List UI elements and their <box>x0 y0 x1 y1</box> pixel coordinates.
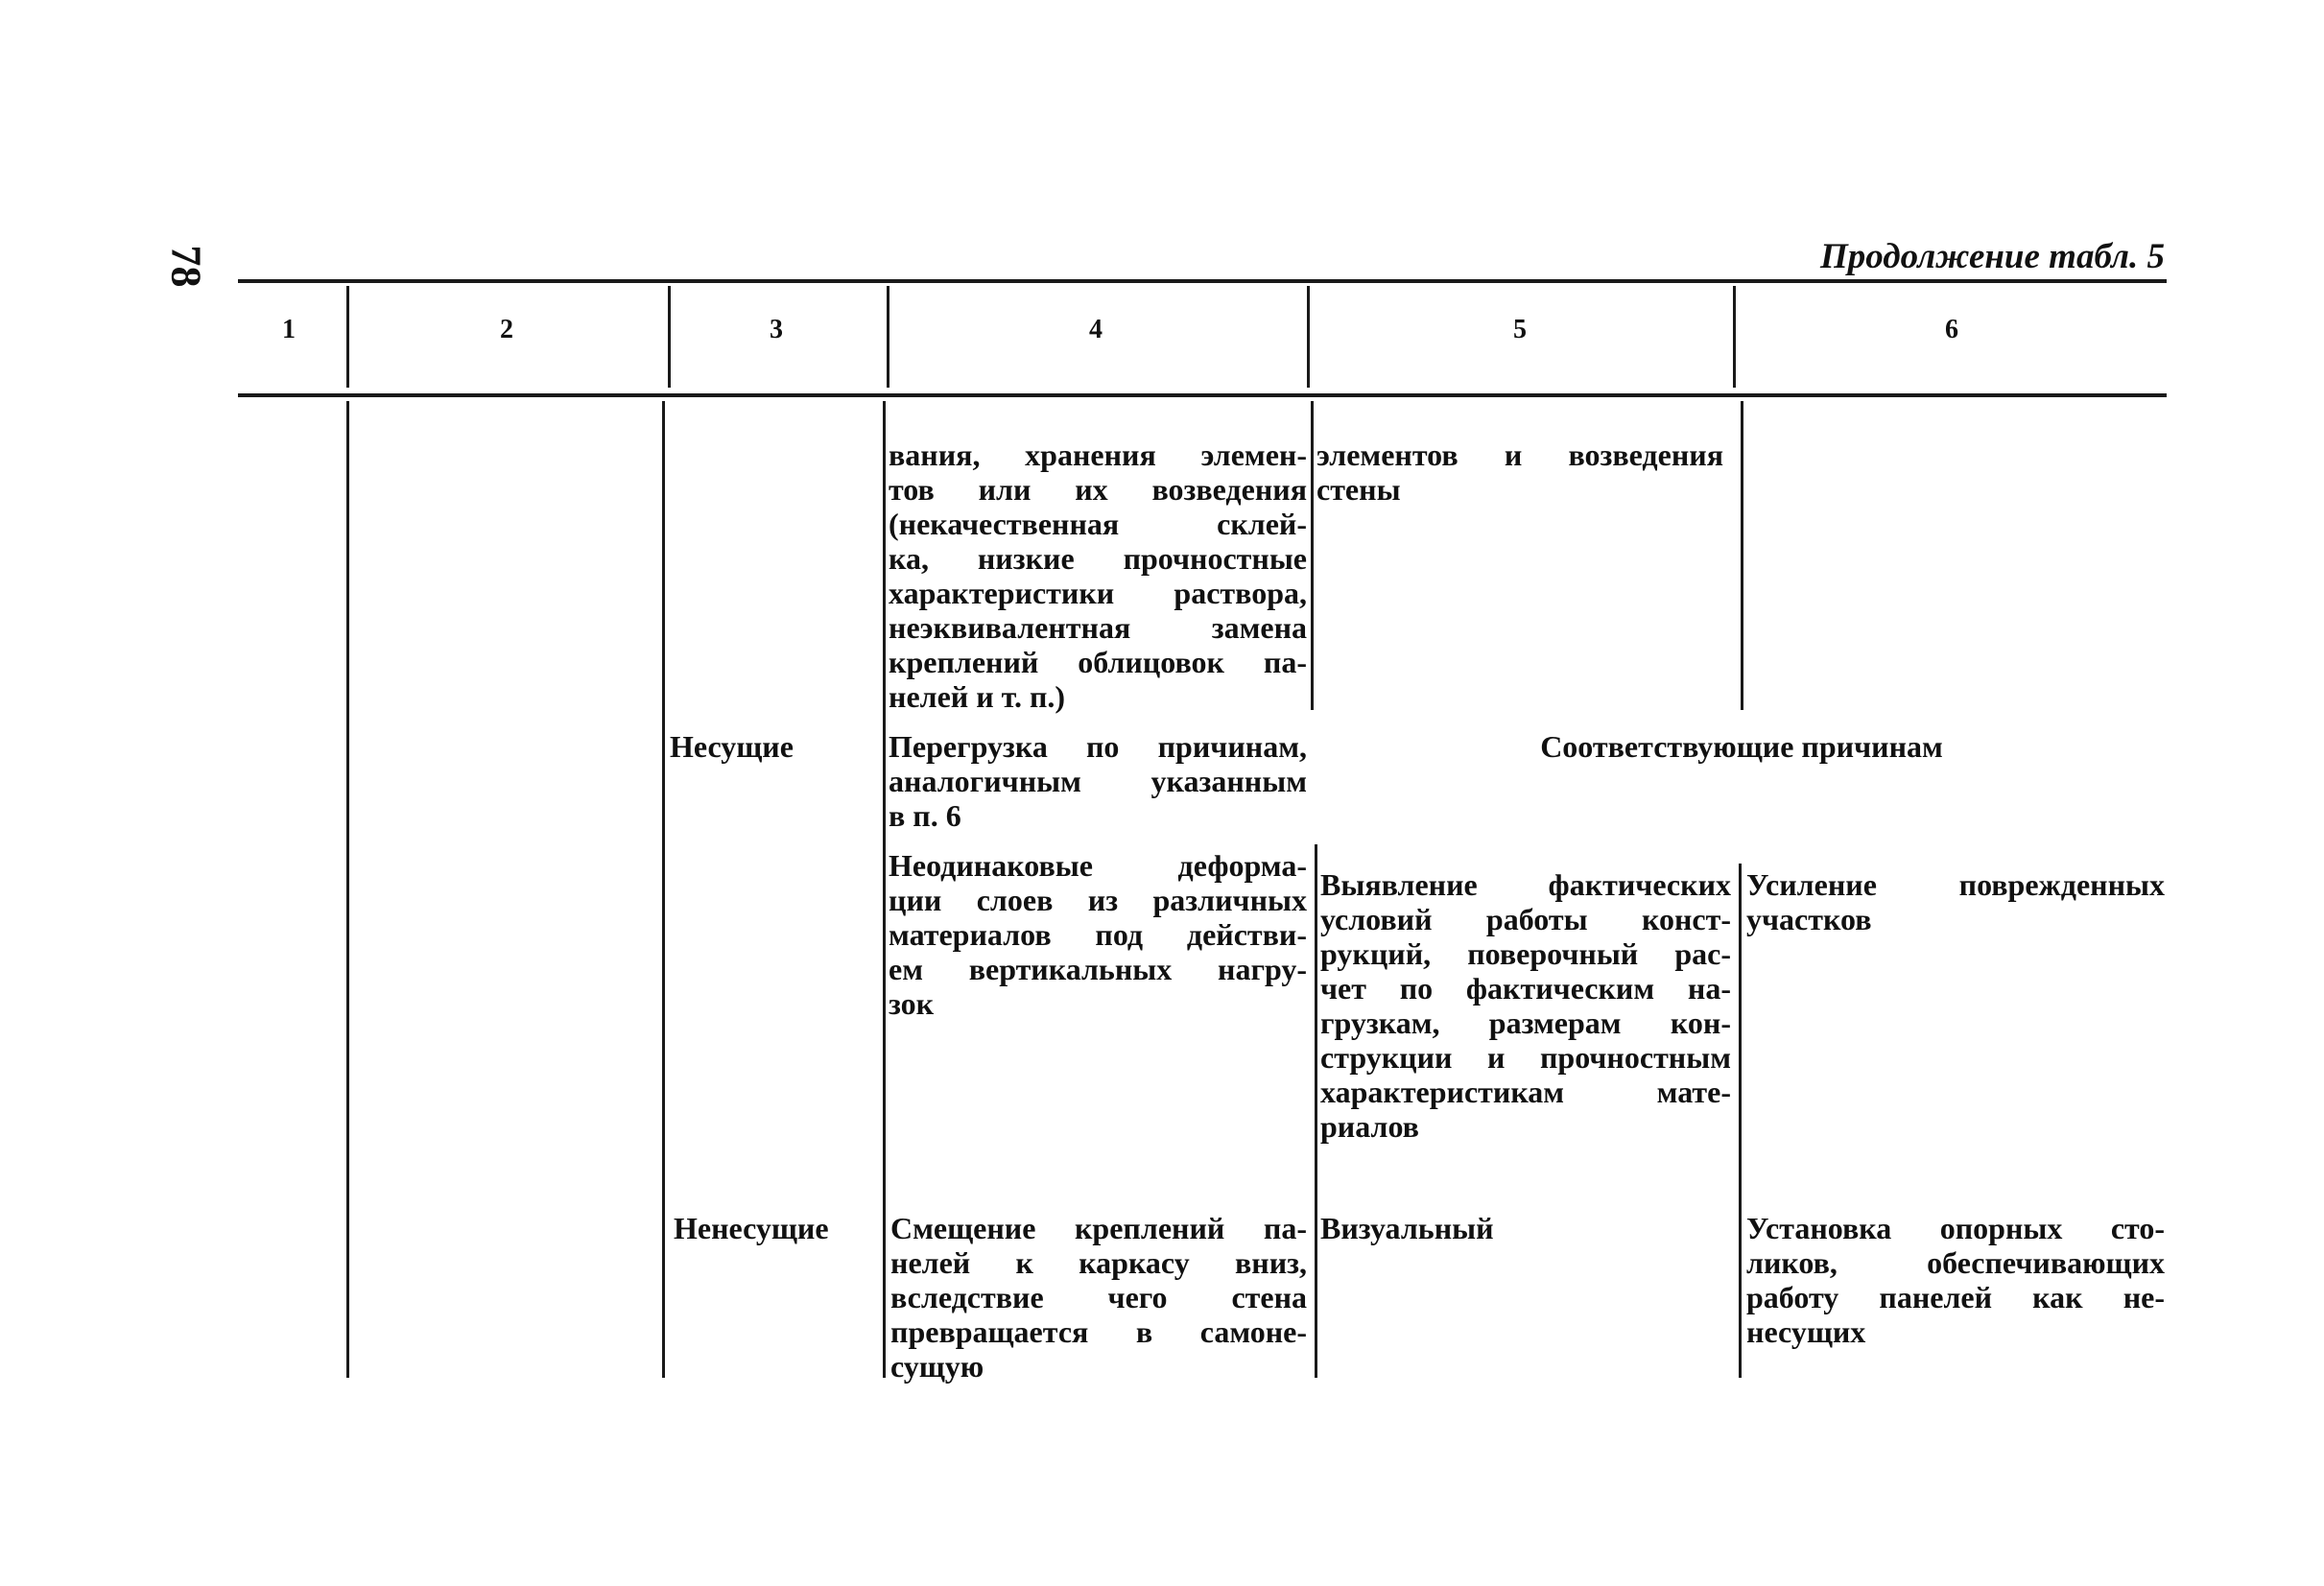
row1-col5 <box>1316 438 1723 507</box>
line: вследствие чего стена <box>890 1280 1307 1314</box>
line: аналогичным указанным <box>889 764 1307 798</box>
line: чет по фактическим на- <box>1320 971 1731 1006</box>
row4-col4 <box>890 1211 1307 1384</box>
line: ликов, обеспечивающих <box>1746 1245 2165 1280</box>
column-number-6: 6 <box>1945 315 1958 344</box>
line: струкции и прочностным <box>1320 1040 1731 1075</box>
row3-col5 <box>1320 867 1731 1144</box>
header-divider <box>1733 286 1736 388</box>
line: сущую <box>890 1349 984 1384</box>
line: превращается в самоне- <box>890 1314 1307 1349</box>
header-divider <box>346 286 349 388</box>
line: рукций, поверочный рас- <box>1320 936 1731 971</box>
line: элементов и возведения <box>1316 438 1723 472</box>
line: Неодинаковые деформа- <box>889 848 1307 883</box>
line: материалов под действи- <box>889 917 1307 952</box>
line: (некачественная склей- <box>889 507 1307 541</box>
table-caption: Продолжение табл. 5 <box>1820 237 2165 276</box>
column-number-5: 5 <box>1513 315 1527 344</box>
header-divider <box>1307 286 1310 388</box>
line: Выявление фактических <box>1320 867 1731 902</box>
line: креплений облицовок па- <box>889 645 1307 679</box>
line: характеристикам мате- <box>1320 1075 1731 1109</box>
line: Усиление поврежденных <box>1746 867 2165 902</box>
line: условий работы конст- <box>1320 902 1731 936</box>
line: Смещение креплений па- <box>890 1211 1307 1245</box>
line: стены <box>1316 472 1401 507</box>
row2-col3: Несущие <box>670 729 794 764</box>
line: риалов <box>1320 1109 1419 1144</box>
body-divider-5-6 <box>1741 401 1743 710</box>
row4-col6 <box>1746 1211 2165 1349</box>
line: грузкам, размерам кон- <box>1320 1006 1731 1040</box>
body-divider-5-6 <box>1739 864 1742 1378</box>
body-divider-3-4 <box>883 401 886 1378</box>
line: ции слоев из различных <box>889 883 1307 917</box>
line: вания, хранения элемен- <box>889 438 1307 472</box>
body-divider-1-2 <box>346 401 349 1378</box>
line: характеристики раствора, <box>889 576 1307 610</box>
line: Перегрузка по причинам, <box>889 729 1307 764</box>
column-number-3: 3 <box>770 315 783 344</box>
line: в п. 6 <box>889 798 961 833</box>
row4-col3: Ненесущие <box>674 1211 829 1245</box>
body-divider-4-5 <box>1315 844 1317 1378</box>
column-number-1: 1 <box>282 315 296 344</box>
line: неэквивалентная замена <box>889 610 1307 645</box>
line: зок <box>889 986 935 1021</box>
body-divider-2-3 <box>662 401 665 1378</box>
line: участков <box>1746 902 1872 936</box>
line: нелей и т. п.) <box>889 679 1066 714</box>
table-header-rule <box>238 393 2167 397</box>
row3-col6 <box>1746 867 2165 936</box>
line: Установка опорных сто- <box>1746 1211 2165 1245</box>
row2-col4 <box>889 729 1307 833</box>
line: ем вертикальных нагру- <box>889 952 1307 986</box>
line: нелей к каркасу вниз, <box>890 1245 1307 1280</box>
header-divider <box>887 286 889 388</box>
header-divider <box>668 286 671 388</box>
row4-col5: Визуальный <box>1320 1211 1494 1245</box>
line: работу панелей как не- <box>1746 1280 2165 1314</box>
page-number: 78 <box>162 245 210 288</box>
column-number-4: 4 <box>1089 315 1103 344</box>
table-top-rule <box>238 279 2167 283</box>
row2-col5-6-merged: Соответствующие причинам <box>1540 729 1943 764</box>
line: ка, низкие прочностные <box>889 541 1307 576</box>
row1-col4 <box>889 438 1307 714</box>
line: тов или их возведения <box>889 472 1307 507</box>
body-divider-4-5 <box>1311 401 1314 710</box>
row3-col4 <box>889 848 1307 1021</box>
column-number-2: 2 <box>500 315 513 344</box>
line: несущих <box>1746 1314 1866 1349</box>
